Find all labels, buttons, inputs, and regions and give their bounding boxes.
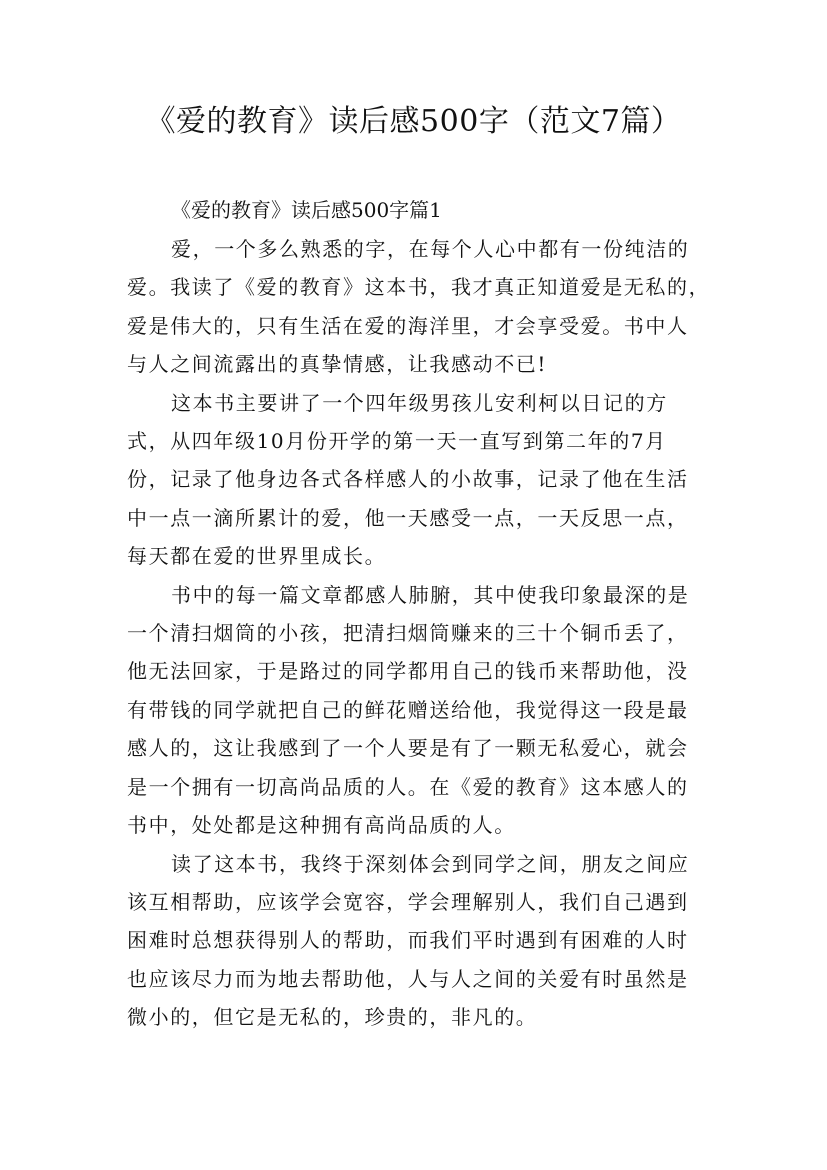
paragraph-4 <box>127 845 707 1037</box>
paragraph-line: 微小的，但它是无私的，珍贵的，非凡的。 <box>127 1005 538 1030</box>
paragraph-line: 是一个拥有一切高尚品质的人。在《爱的教育》这本感人的 <box>127 774 689 799</box>
paragraph-line: 式，从四年级10月份开学的第一天一直写到第二年的7月 <box>127 429 667 454</box>
paragraph-line: 他无法回家，于是路过的同学都用自己的钱币来帮助他，没 <box>127 659 689 684</box>
paragraph-line: 这本书主要讲了一个四年级男孩儿安利柯以日记的方 <box>171 390 668 415</box>
paragraph-line: 感人的，这让我感到了一个人要是有了一颗无私爱心，就会 <box>127 736 689 761</box>
document-title: 《爱的教育》读后感500字（范文7篇） <box>145 104 682 139</box>
paragraph-2 <box>127 384 707 576</box>
paragraph-line: 书中，处处都是这种拥有高尚品质的人。 <box>127 813 516 838</box>
section-heading: 《爱的教育》读后感500字篇1 <box>171 198 442 222</box>
paragraph-line: 书中的每一篇文章都感人肺腑，其中使我印象最深的是 <box>171 582 690 607</box>
paragraph-line: 与人之间流露出的真挚情感，让我感动不已! <box>127 352 548 377</box>
paragraph-1 <box>127 230 711 384</box>
paragraph-line: 有带钱的同学就把自己的鲜花赠送给他，我觉得这一段是最 <box>127 697 689 722</box>
paragraph-line: 爱是伟大的，只有生活在爱的海洋里，才会享受爱。书中人 <box>127 313 689 338</box>
paragraph-line: 读了这本书，我终于深刻体会到同学之间，朋友之间应 <box>171 851 690 876</box>
paragraph-line: 中一点一滴所累计的爱，他一天感受一点，一天反思一点， <box>127 505 689 530</box>
paragraph-line: 每天都在爱的世界里成长。 <box>127 544 387 569</box>
paragraph-line: 该互相帮助，应该学会宽容，学会理解别人，我们自己遇到 <box>127 889 689 914</box>
paragraph-line: 困难时总想获得别人的帮助，而我们平时遇到有困难的人时 <box>127 928 689 953</box>
paragraph-line: 也应该尽力而为地去帮助他，人与人之间的关爱有时虽然是 <box>127 966 689 991</box>
paragraph-line: 份，记录了他身边各式各样感人的小故事，记录了他在生活 <box>127 467 689 492</box>
paragraph-line: 爱。我读了《爱的教育》这本书，我才真正知道爱是无私的， <box>127 275 711 300</box>
document-body <box>127 190 711 1037</box>
paragraph-line: 爱，一个多么熟悉的字，在每个人心中都有一份纯洁的 <box>171 237 690 261</box>
paragraph-line: 一个清扫烟筒的小孩，把清扫烟筒赚来的三十个铜币丢了， <box>127 621 689 646</box>
paragraph-3 <box>127 576 707 845</box>
